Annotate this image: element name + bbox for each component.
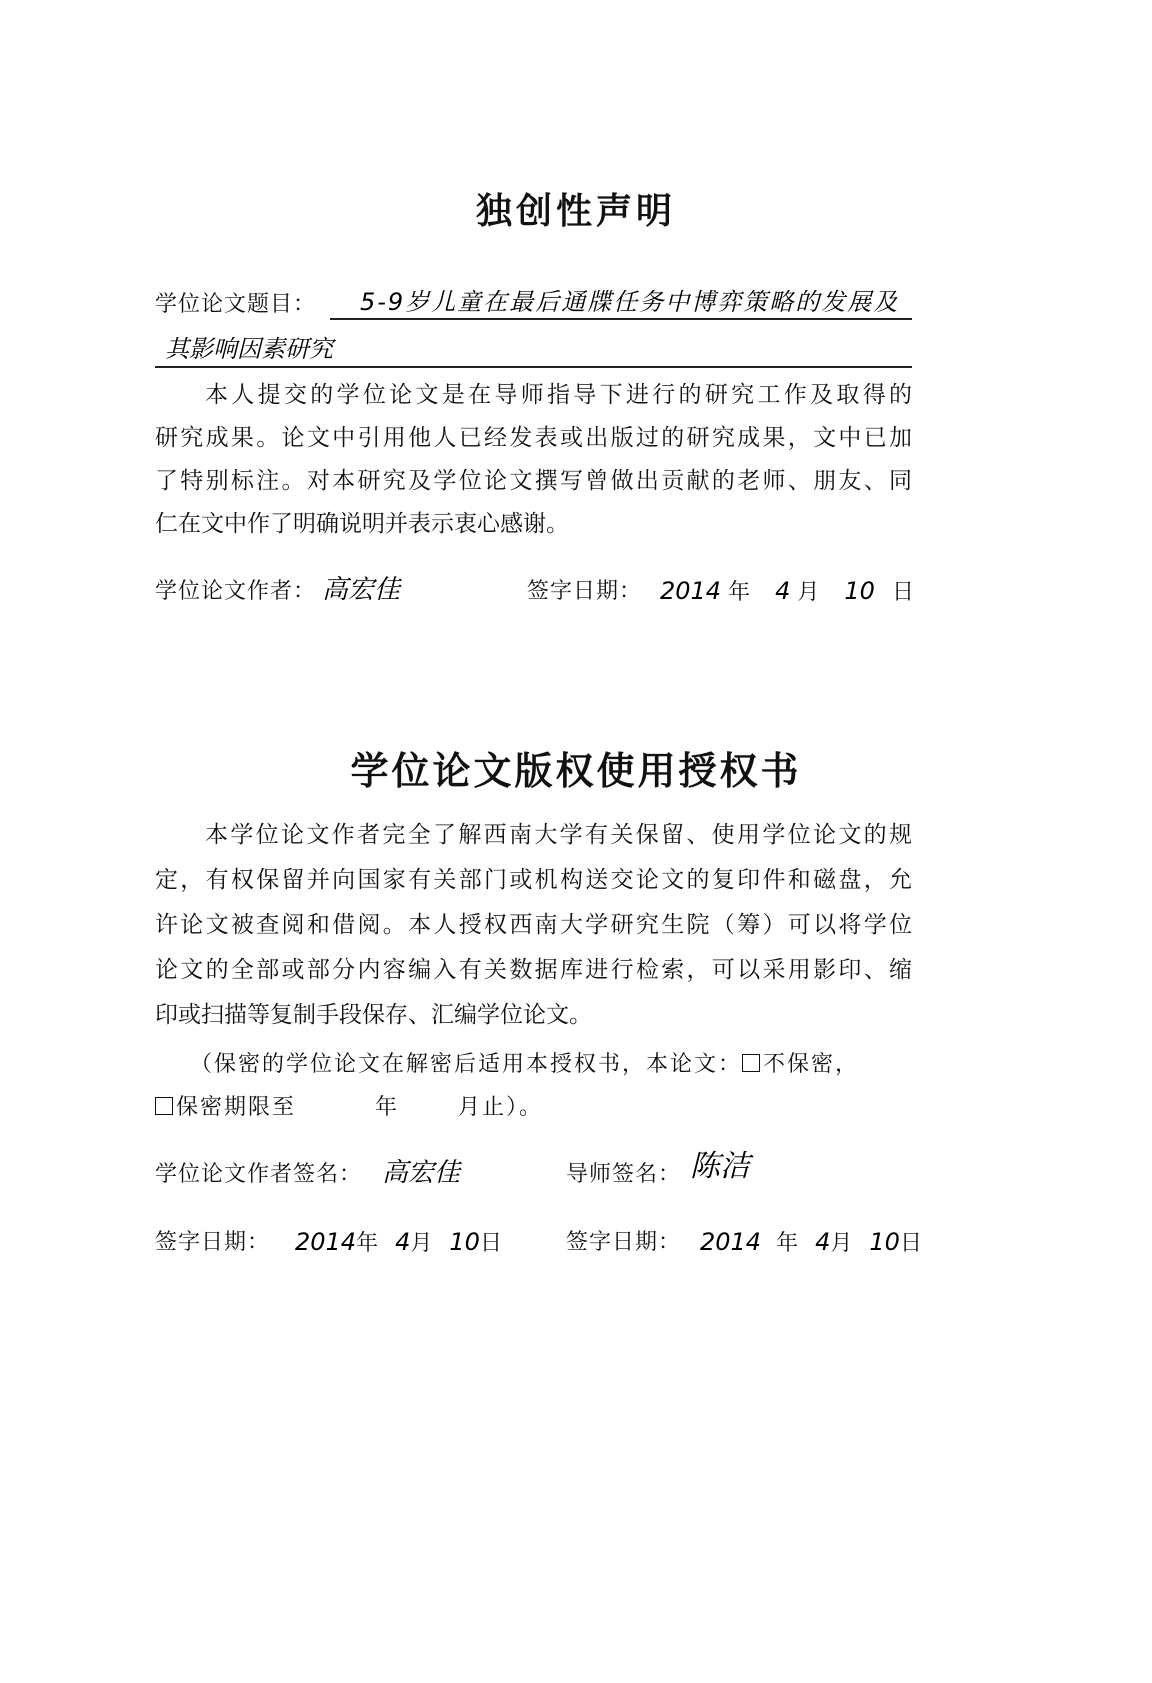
secret-period-option: 保密期限至 年 月止）。 [155,1093,543,1123]
advisor-sign-label: 导师签名： [566,1162,682,1187]
authorization-text-line: 本学位论文作者完全了解西南大学有关保留、使用学位论文的规 [205,822,912,848]
thesis-title-handwritten-line2: 其影响因素研究 [165,335,333,363]
declaration-text-line: 本人提交的学位论文是在导师指导下进行的研究工作及取得的 [205,382,912,408]
advisor-date-label: 签字日期： [566,1230,682,1255]
author-signature: 高宏佳 [382,1158,461,1188]
signing-date: 2014 年 4 月 10 日 [660,577,914,605]
thesis-title-label: 学位论文题目： [155,292,317,317]
not-secret-checkbox[interactable] [742,1054,760,1072]
author-sign-label: 学位论文作者签名： [155,1162,363,1187]
author-label: 学位论文作者： [155,579,317,604]
advisor-signature: 陈洁 [690,1149,750,1184]
thesis-title-handwritten-line1: 5-9岁儿童在最后通牒任务中博弈策略的发展及 [360,288,900,316]
title-underline [330,318,912,320]
authorization-text-line: 印或扫描等复制手段保存、汇编学位论文。 [155,1002,592,1028]
author-date-label: 签字日期： [155,1230,271,1255]
declaration-text-line: 仁在文中作了明确说明并表示衷心感谢。 [155,511,569,537]
secret-checkbox[interactable] [155,1097,173,1115]
declaration-title: 独创性声明 [475,190,676,232]
confidentiality-note: （保密的学位论文在解密后适用本授权书，本论文： 不保密， [190,1052,860,1077]
date-label: 签字日期： [527,579,643,604]
title-underline [155,366,912,368]
declaration-text-line: 了特别标注。对本研究及学位论文撰写曾做出贡献的老师、朋友、同 [155,468,912,494]
author-signature: 高宏佳 [322,575,401,605]
authorization-title: 学位论文版权使用授权书 [350,748,802,793]
declaration-text-line: 研究成果。论文中引用他人已经发表或出版过的研究成果，文中已加 [155,425,912,451]
authorization-text-line: 许论文被查阅和借阅。本人授权西南大学研究生院（筹）可以将学位 [155,912,912,938]
advisor-signing-date: 2014 年 4月 10日 [700,1228,922,1256]
authorization-text-line: 论文的全部或部分内容编入有关数据库进行检索，可以采用影印、缩 [155,957,912,983]
author-signing-date: 2014年 4月 10日 [295,1228,502,1256]
authorization-text-line: 定，有权保留并向国家有关部门或机构送交论文的复印件和磁盘，允 [155,867,912,893]
